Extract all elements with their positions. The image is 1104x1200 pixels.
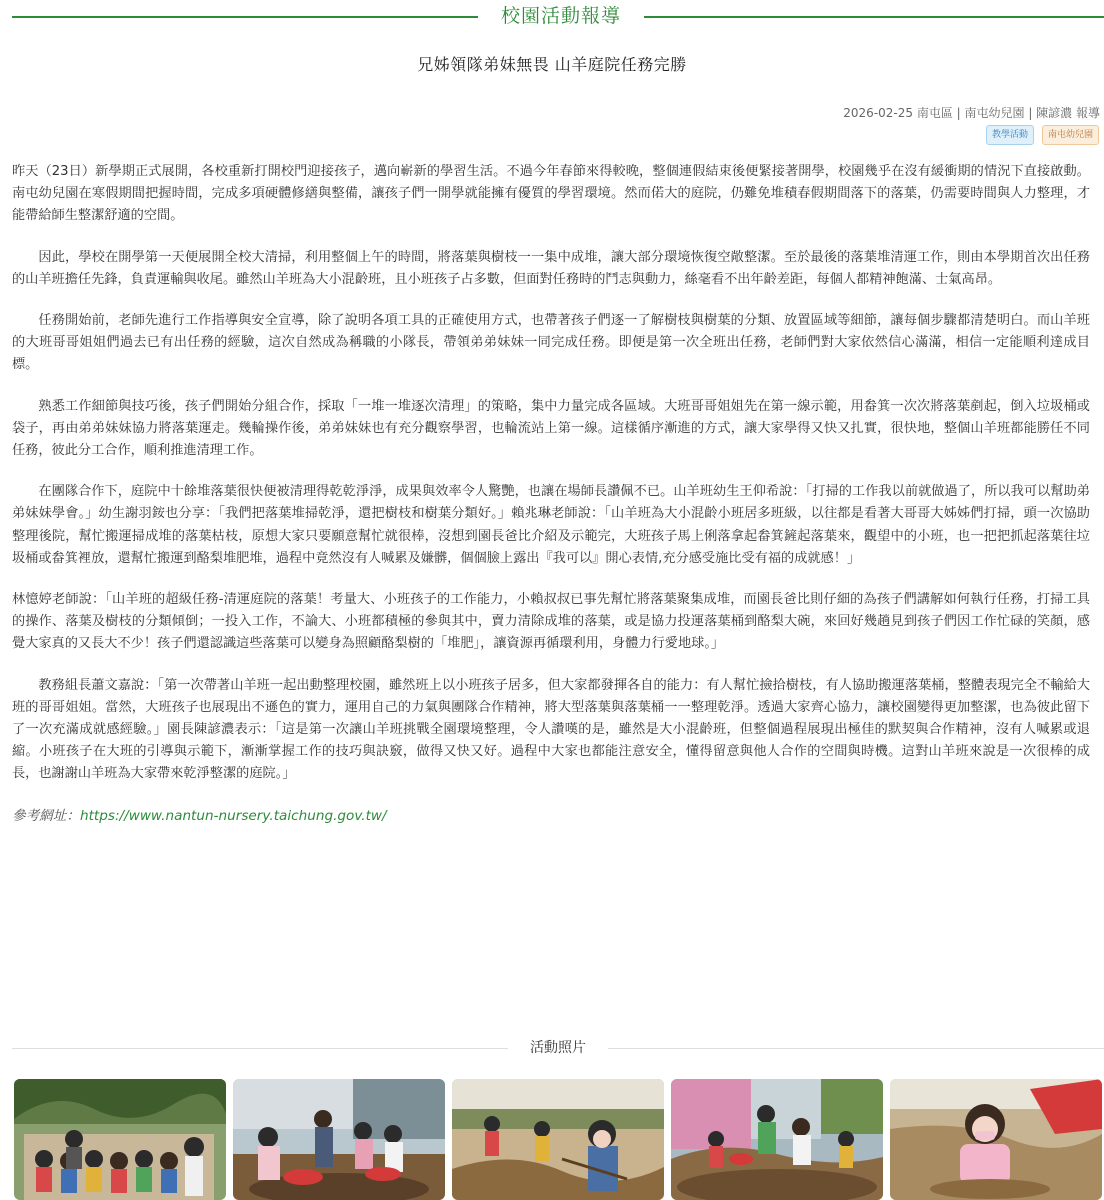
article-headline: 兄姊領隊弟妹無畏 山羊庭院任務完勝 [417, 55, 687, 74]
girl-leaves-photo-image [890, 1079, 1102, 1200]
tag-teaching-activity[interactable]: 教學活動 [986, 125, 1034, 145]
photo-thumbnail-2[interactable] [233, 1079, 445, 1200]
sorting-branches-photo-image [452, 1079, 664, 1200]
section-title: 校園活動報導 [500, 5, 621, 27]
article-paragraph: 在團隊合作下，庭院中十餘堆落葉很快便被清理得乾乾淨淨，成果與效率令人驚艷，也讓在場師長讚佩不已。山羊班幼生王仰希說：「打掃的工作我以前就做過了，所以我可以幫助弟弟妹妹學會。」幼生謝羽銨也分享：「我們把落葉堆掃乾淨，還把樹枝和樹葉分類好。」賴兆琳老師說：「山羊班為大小混齡小班居多班級，以往都是看著大哥哥大姊姊們打掃，頭一次協助整理後院，幫忙搬運掃成堆的落葉枯枝，原想大家只要願意幫忙就很棒，沒想到園長爸比介紹及示範完，大班孩子馬上俐落拿起畚箕鏟起落葉來，觀望中的小班，也一把把抓起落葉往垃圾桶或畚箕裡放，還幫忙搬運到酪梨堆肥堆，過程中竟然沒有人喊累及嫌髒，個個臉上露出『我可以』開心表情,充分感受施比受有福的成就感！」 [12, 484, 1090, 566]
article-paragraph: 因此，學校在開學第一天便展開全校大清掃，利用整個上午的時間，將落葉與樹枝一一集中成堆，讓大部分環境恢復空敞整潔。至於最後的落葉堆清運工作，則由本學期首次出任務的山羊班擔任先鋒，負責運輸與收尾。雖然山羊班為大小混齡班，且小班孩子占多數，但面對任務時的鬥志與動力，絲毫看不出年齡差距，每個人都精神飽滿、士氣高昂。 [12, 249, 1090, 287]
photo-thumbnail-5[interactable] [890, 1079, 1102, 1200]
photo-section-header [12, 1036, 1104, 1062]
photo-divider-right [608, 1048, 1104, 1049]
tag-school-name[interactable]: 南屯幼兒園 [1042, 125, 1099, 145]
article-tags [986, 125, 1099, 145]
reference-line [12, 805, 1090, 827]
leaf-pile-photo-image [671, 1079, 883, 1200]
reference-label: 參考網址： [12, 807, 80, 824]
section-divider-right [644, 16, 1104, 18]
photo-thumbnail-1[interactable] [14, 1079, 226, 1200]
photo-thumbnail-4[interactable] [671, 1079, 883, 1200]
article-paragraph: 林憶婷老師說：「山羊班的超級任務-清運庭院的落葉！考量大、小班孩子的工作能力，小賴叔叔已事先幫忙將落葉聚集成堆，而園長爸比則仔細的為孩子們講解如何執行任務，打掃工具的操作、落葉及樹枝的分類傾倒；一投入工作，不論大、小班都積極的參與其中，賣力清除成堆的落葉，或是協力投運落葉桶到酪梨大碗，來回好幾趟見到孩子們因工作忙碌的笑顏，感覺大家真的又長大不少！孩子們還認識這些落葉可以變身為照顧酪梨樹的「堆肥」，讓資源再循環利用，身體力行愛地球。」 [12, 592, 1090, 652]
article-paragraph: 教務組長蕭文嘉說：「第一次帶著山羊班一起出動整理校園，雖然班上以小班孩子居多，但大家都發揮各自的能力：有人幫忙撿拾樹枝，有人協助搬運落葉桶，整體表現完全不輸給大班的哥哥姐姐。當然，大班孩子也展現出不遜色的實力，運用自己的力氣與團隊合作精神，將大型落葉與落葉桶一一整理乾淨。透過大家齊心協力，讓校園變得更加整潔，也為彼此留下了一次充滿成就感經驗。」園長陳諺濃表示：「這是第一次讓山羊班挑戰全園環境整理，令人讚嘆的是，雖然是大小混齡班，但整個過程展現出極佳的默契與合作精神，沒有人喊累或退縮。小班孩子在大班的引導與示範下，漸漸掌握工作的技巧與訣竅，做得又快又好。過程中大家也都能注意安全，懂得留意與他人合作的空間與時機。這對山羊班來說是一次很棒的成長，也謝謝山羊班為大家帶來乾淨整潔的庭院。」 [12, 677, 1090, 782]
article-body [12, 161, 1090, 846]
raking-photo-image [233, 1079, 445, 1200]
article-paragraph: 熟悉工作細節與技巧後，孩子們開始分組合作，採取「一堆一堆逐次清理」的策略，集中力量完成各區域。大班哥哥姐姐先在第一線示範，用畚箕一次次將落葉剷起，倒入垃圾桶或袋子，再由弟弟妹妹協力將落葉運走。幾輪操作後，弟弟妹妹也有充分觀察學習，也輪流站上第一線。這樣循序漸進的方式，讓大家學得又快又扎實，很快地，整個山羊班都能勝任不同任務，彼此分工合作，順利推進清理工作。 [12, 398, 1090, 459]
section-header [12, 2, 1104, 32]
section-divider-left [12, 16, 478, 18]
photo-gallery [14, 1079, 1102, 1200]
photo-thumbnail-3[interactable] [452, 1079, 664, 1200]
article-paragraph: 昨天（23日）新學期正式展開，各校重新打開校門迎接孩子，邁向嶄新的學習生活。不過今年春節來得較晚，整個連假結束後便緊接著開學，校園幾乎在沒有緩衝期的情況下直接啟動。南屯幼兒園在寒假期間把握時間，完成多項硬體修繕與整備，讓孩子們一開學就能擁有優質的學習環境。然而偌大的庭院，仍難免堆積春假期間落下的落葉，仍需要時間與人力整理，才能帶給師生整潔舒適的空間。 [12, 164, 1090, 224]
photo-section-title: 活動照片 [530, 1040, 586, 1056]
article-meta: 2026-02-25 南屯區 | 南屯幼兒園 | 陳諺濃 報導 [843, 106, 1100, 120]
group-photo-image [14, 1079, 226, 1200]
photo-divider-left [12, 1048, 508, 1049]
article-paragraph: 任務開始前，老師先進行工作指導與安全宣導，除了說明各項工具的正確使用方式，也帶著孩子們逐一了解樹枝與樹葉的分類、放置區域等細節，讓每個步驟都清楚明白。而山羊班的大班哥哥姐姐們過去已有出任務的經驗，這次自然成為稱職的小隊長，帶領弟弟妹妹一同完成任務。即便是第一次全班出任務，老師們對大家依然信心滿滿，相信一定能順利達成目標。 [12, 313, 1090, 373]
reference-link[interactable]: https://www.nantun-nursery.taichung.gov.tw/ [79, 807, 387, 824]
